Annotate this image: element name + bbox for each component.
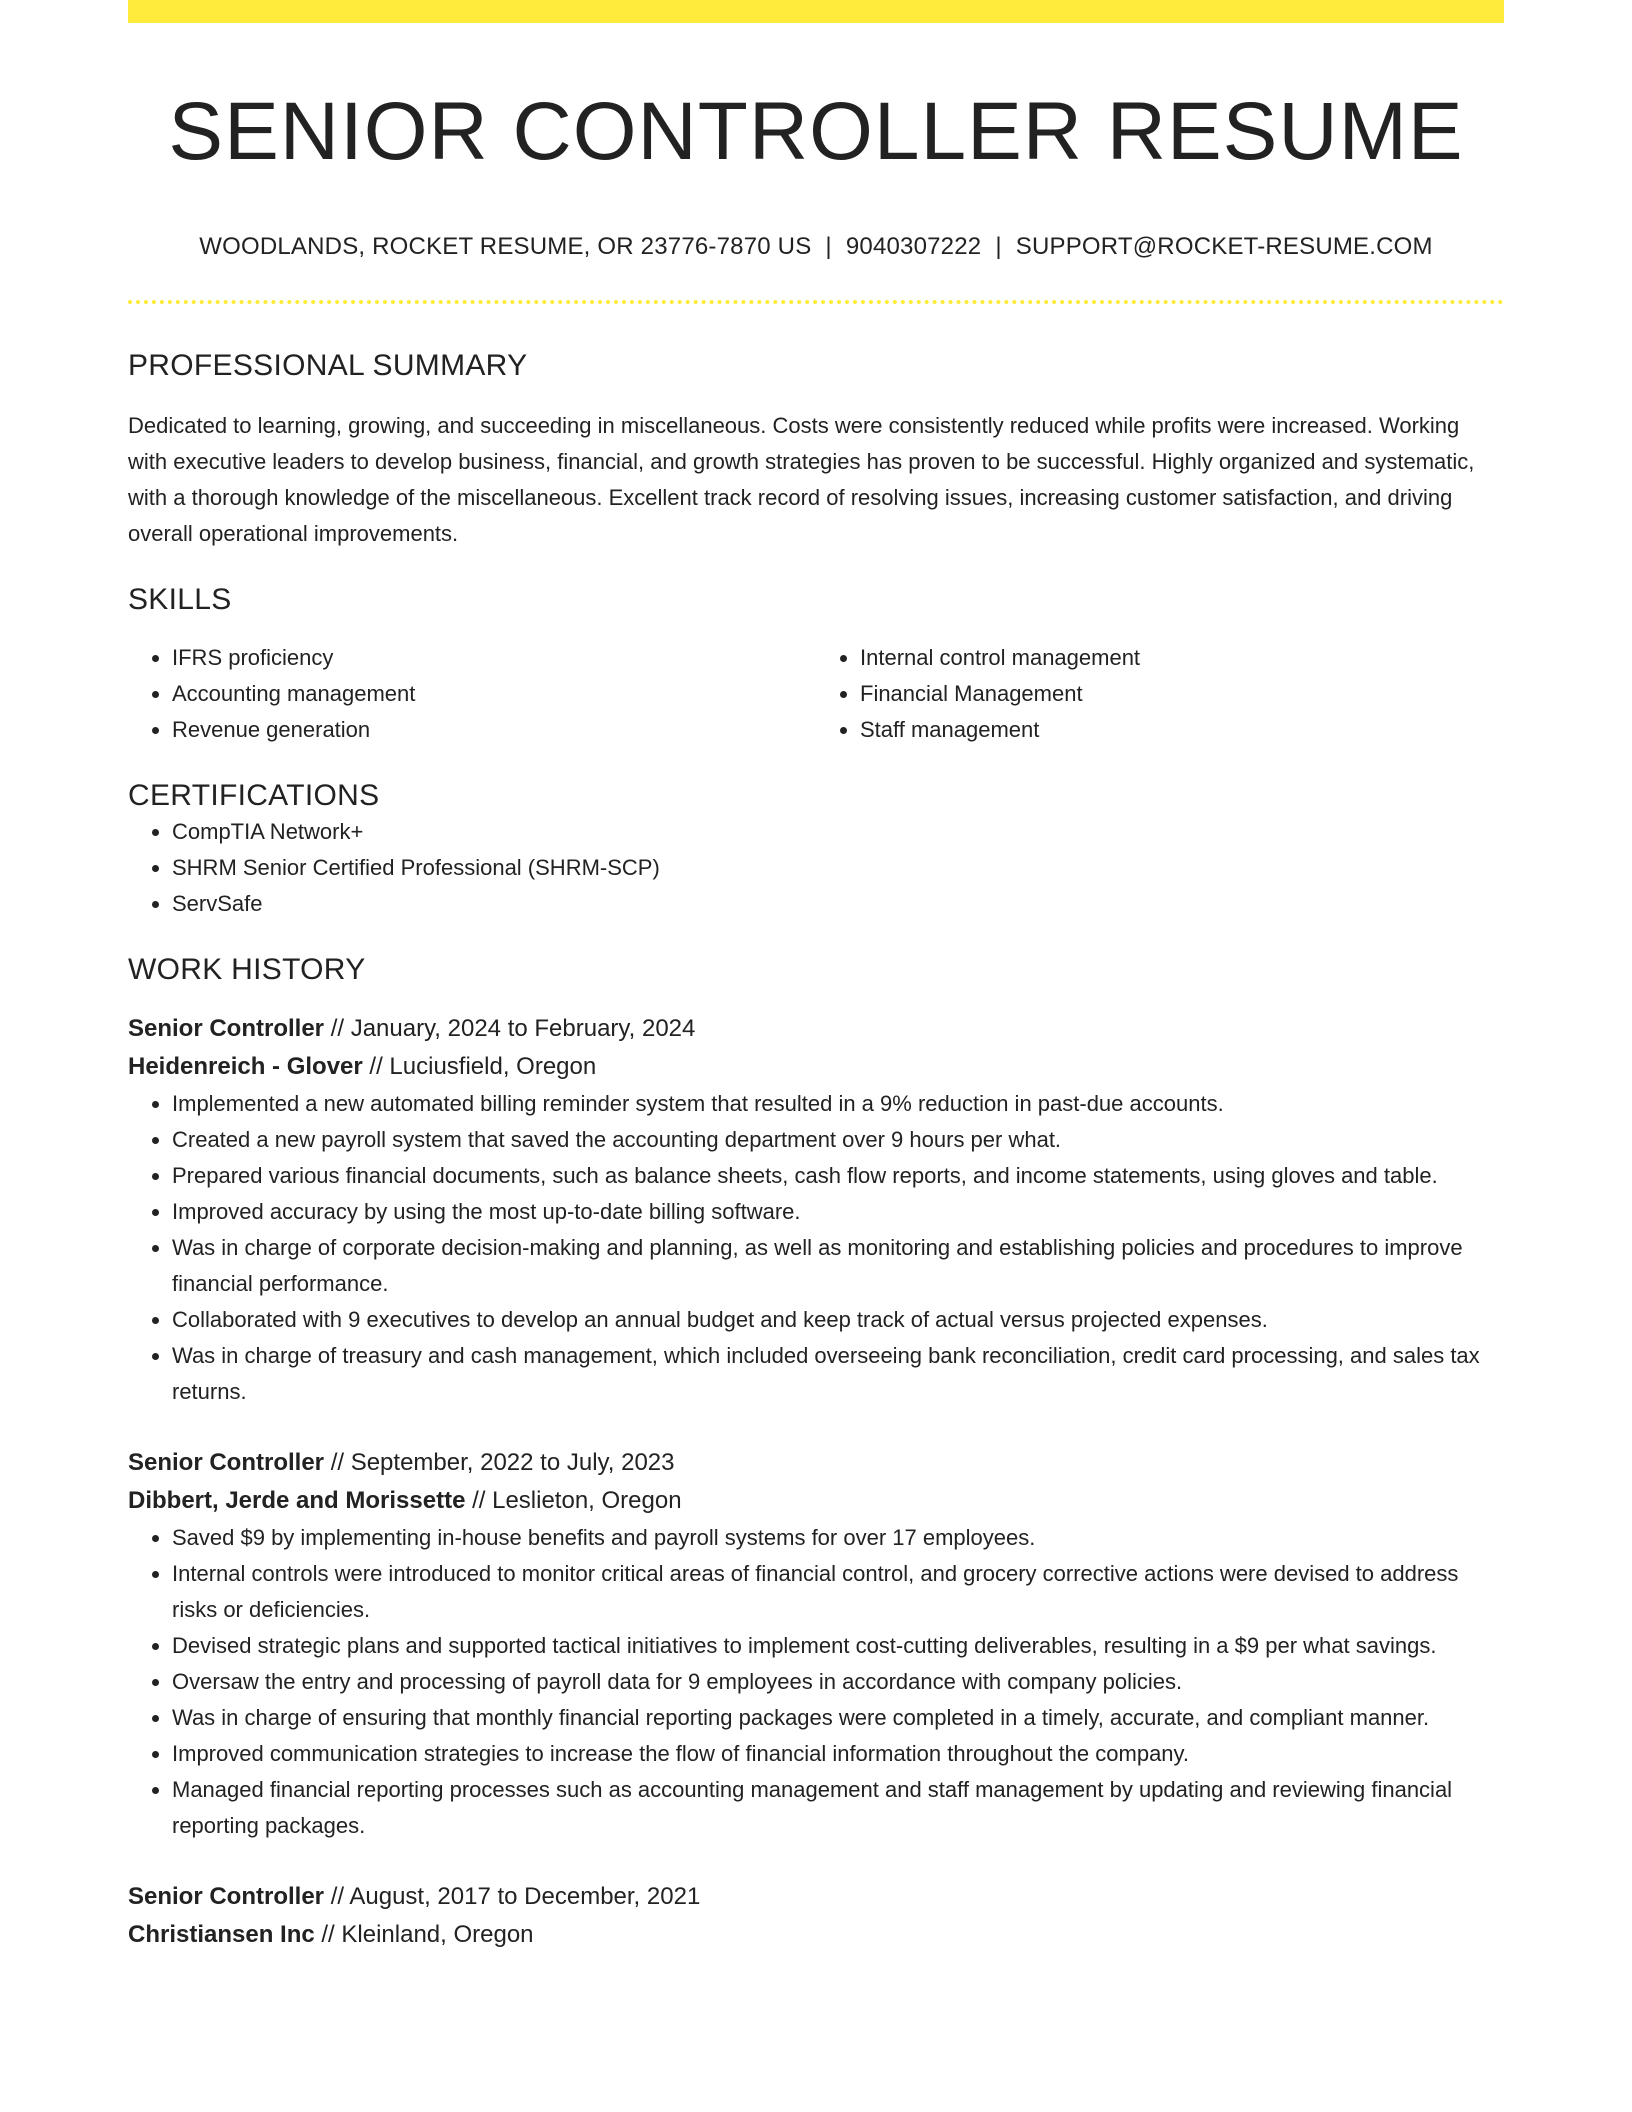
job-title: Senior Controller <box>128 1449 325 1477</box>
job-bullet: • Was in charge of corporate decision-making and planning, as well as monitoring and establishing policies and procedures to improve financial performance. <box>172 1230 1504 1302</box>
skills-list-left <box>128 640 816 748</box>
job-bullet: • Prepared various financial documents, such as balance sheets, cash flow reports, and income statements, using gloves and table. <box>172 1158 1504 1194</box>
summary-text: Dedicated to learning, growing, and succeeding in miscellaneous. Costs were consistently reduced while profits were increased. Working with executive leaders to develop business, financial, and growth strategies has proven to be successful. Highly organized and systematic, with a thorough knowledge of the miscellaneous. Excellent track record of resolving issues, increasing customer satisfaction, and driving overall operational improvements. <box>128 413 1475 547</box>
job-title-line <box>128 1878 1504 1916</box>
job-bullet: • Saved $9 by implementing in-house benefits and payroll systems for over 17 employees. <box>172 1520 1504 1556</box>
job-bullet: • Devised strategic plans and supported tactical initiatives to implement cost-cutting deliverables, resulting in a $9 per what savings. <box>172 1628 1504 1664</box>
job-title: Senior Controller <box>128 1015 325 1043</box>
skill-item: • IFRS proficiency <box>172 640 816 676</box>
page-title: SENIOR CONTROLLER RESUME <box>168 86 1464 177</box>
contact-separator: | <box>825 233 832 261</box>
job-bullet: • Managed financial reporting processes such as accounting management and staff management by updating and reviewing financial reporting packages. <box>172 1772 1504 1844</box>
job-entry <box>128 1878 1504 1954</box>
job-bullet: • Collaborated with 9 executives to develop an annual budget and keep track of actual versus projected expenses. <box>172 1302 1504 1338</box>
accent-bar <box>128 0 1504 23</box>
skills-heading: SKILLS <box>128 583 232 617</box>
job-dates: // January, 2024 to February, 2024 <box>324 1015 696 1043</box>
work-history-heading: WORK HISTORY <box>128 953 366 987</box>
job-bullet: • Internal controls were introduced to monitor critical areas of financial control, and grocery corrective actions were devised to address risks or deficiencies. <box>172 1556 1504 1628</box>
job-bullet: • Was in charge of treasury and cash management, which included overseeing bank reconciliation, credit card processing, and sales tax returns. <box>172 1338 1504 1410</box>
contact-phone: 9040307222 <box>845 233 982 261</box>
skills-grid <box>128 640 1504 748</box>
job-bullet: • Oversaw the entry and processing of payroll data for 9 employees in accordance with company policies. <box>172 1664 1504 1700</box>
job-bullet: • Implemented a new automated billing reminder system that resulted in a 9% reduction in past-due accounts. <box>172 1086 1504 1122</box>
certifications-heading: CERTIFICATIONS <box>128 779 380 813</box>
job-bullet: • Improved communication strategies to increase the flow of financial information throughout the company. <box>172 1736 1504 1772</box>
job-dates: // September, 2022 to July, 2023 <box>324 1449 675 1477</box>
job-company-line <box>128 1048 1504 1086</box>
contact-address: WOODLANDS, ROCKET RESUME, OR 23776-7870 US <box>199 233 812 261</box>
job-company: Christiansen Inc <box>128 1921 315 1949</box>
skills-column-right <box>816 640 1504 748</box>
job-title: Senior Controller <box>128 1883 325 1911</box>
contact-separator: | <box>995 233 1002 261</box>
job-entry <box>128 1444 1504 1844</box>
job-company-line <box>128 1482 1504 1520</box>
certification-item: • ServSafe <box>172 886 1504 922</box>
job-title-line <box>128 1010 1504 1048</box>
job-location: // Leslieton, Oregon <box>465 1487 682 1515</box>
skill-item: • Staff management <box>860 712 1504 748</box>
job-company: Dibbert, Jerde and Morissette <box>128 1487 466 1515</box>
job-entry <box>128 1010 1504 1410</box>
job-location: // Kleinland, Oregon <box>314 1921 534 1949</box>
job-bullets <box>128 1086 1504 1410</box>
contact-email: SUPPORT@ROCKET-RESUME.COM <box>1015 233 1433 261</box>
certification-item: • CompTIA Network+ <box>172 814 1504 850</box>
job-title-line <box>128 1444 1504 1482</box>
job-location: // Luciusfield, Oregon <box>362 1053 597 1081</box>
job-bullet: • Was in charge of ensuring that monthly financial reporting packages were completed in a timely, accurate, and compliant manner. <box>172 1700 1504 1736</box>
job-bullet: • Improved accuracy by using the most up-to-date billing software. <box>172 1194 1504 1230</box>
certification-item: • SHRM Senior Certified Professional (SHRM-SCP) <box>172 850 1504 886</box>
contact-line <box>128 233 1504 262</box>
skill-item: • Internal control management <box>860 640 1504 676</box>
job-company-line <box>128 1916 1504 1954</box>
skill-item: • Revenue generation <box>172 712 816 748</box>
skill-item: • Accounting management <box>172 676 816 712</box>
job-bullets <box>128 1520 1504 1844</box>
certifications-list <box>128 814 1504 922</box>
skills-list-right <box>816 640 1504 748</box>
dotted-divider <box>128 300 1504 304</box>
summary-heading: PROFESSIONAL SUMMARY <box>128 349 528 383</box>
job-bullet: • Created a new payroll system that saved the accounting department over 9 hours per what. <box>172 1122 1504 1158</box>
skill-item: • Financial Management <box>860 676 1504 712</box>
resume-page <box>128 0 1504 1954</box>
job-dates: // August, 2017 to December, 2021 <box>324 1883 701 1911</box>
job-company: Heidenreich - Glover <box>128 1053 363 1081</box>
skills-column-left <box>128 640 816 748</box>
